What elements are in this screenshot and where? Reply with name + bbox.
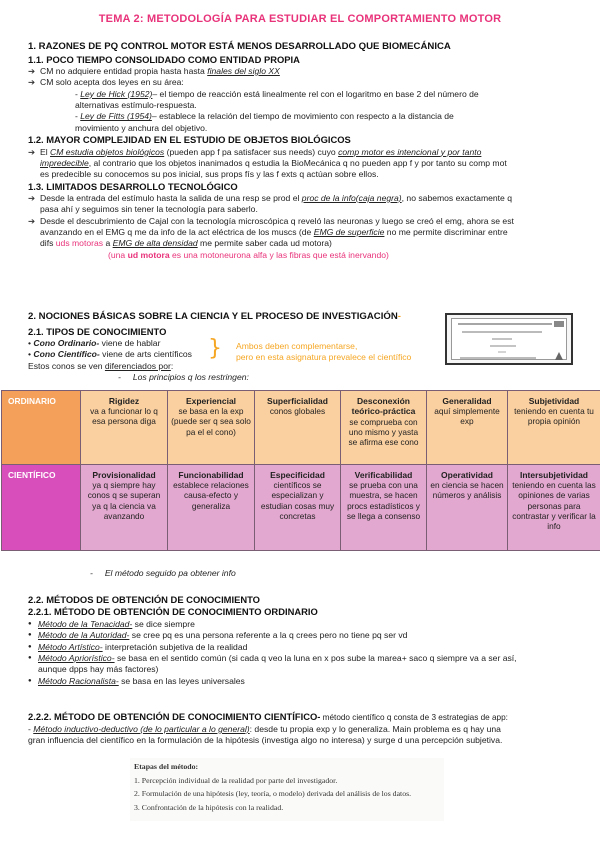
table-cell: Subjetividad teniendo en cuenta tu propia opinión	[508, 391, 600, 465]
list-item: ● Método Apriorístico- se basa en el sentido común (si cada q veo la luna en x pos sube la marea+ saco q siempre va a ser así,	[28, 653, 594, 664]
table-cell: Rigidez va a funcionar lo q esa persona diga	[81, 391, 168, 465]
arrow-right-icon: ➔	[28, 215, 36, 226]
diagram-thumbnail	[445, 313, 573, 365]
brace-note: Ambos deben complementarse, pero en esta asignatura prevalece el científico	[236, 341, 412, 363]
arrow-right-icon: ➔	[28, 66, 36, 77]
table-cell: Generalidad aquí simplemente exp	[427, 391, 508, 465]
list-item: ● Método Racionalista- se basa en las leyes universales	[28, 676, 594, 687]
table-cell: Funcionabilidad establece relaciones causa-efecto y generaliza	[168, 465, 255, 551]
list-item: ● Método de la Autoridad- se cree pq es una persona referente a la q crees pero no tiene pq ser vd	[28, 630, 594, 641]
section-2-2-2-heading: 2.2.2. MÉTODO DE OBTENCIÓN DE CONOCIMIENTO CIENTÍFICO- método científico q consta de 3 estrategias de app:	[28, 711, 508, 722]
s11-line-3: - Ley de Hick (1952)– el tiempo de reacción está linealmente rel con el logaritmo en base 2 del número de	[75, 88, 479, 99]
scan-item: 1. Percepción individual de la realidad por parte del investigador.	[134, 775, 338, 785]
s13-line-3: ➔ Desde el descubrimiento de Cajal con la tecnología microscópica q reveló las neuronas y luego se creó el emg, ahora se est	[28, 215, 514, 226]
section-2-1-heading: 2.1. TIPOS DE CONOCIMIENTO	[28, 325, 167, 337]
s11-line-6: movimiento y anchura del objetivo.	[75, 122, 208, 133]
table-row-cientifico	[2, 465, 600, 551]
section-1-2-heading: 1.2. MAYOR COMPLEJIDAD EN EL ESTUDIO DE OBJETOS BIOLÓGICOS	[28, 134, 351, 146]
section-1-1-heading: 1.1. POCO TIEMPO CONSOLIDADO COMO ENTIDAD PROPIA	[28, 53, 300, 65]
table-cell: Operatividad en ciencia se hacen números y análisis	[427, 465, 508, 551]
s11-line-5: - Ley de Fitts (1954)– establece la relación del tiempo de movimiento con respecto a la distancia de	[75, 111, 454, 122]
s13-line-4: avanzando en el EMG q me da info de la act eléctrica de los muscs (de EMG de superficie no me permite discriminar entre	[40, 227, 508, 237]
section-2-2-2	[28, 711, 594, 747]
s11-line-2: ➔ CM solo acepta dos leyes en su área:	[28, 77, 184, 88]
arrow-right-icon: ➔	[28, 146, 36, 157]
s222-line-1: - Método inductivo-deductivo (de lo particular a lo general): desde tu propia exp y lo generaliza. Main problema es q hay una	[28, 723, 501, 734]
s13-line-2: pasa ahí y seguimos sin tener la tecnología para saberlo.	[40, 204, 258, 215]
scan-item: 3. Confrontación de la hipótesis con la realidad.	[134, 802, 284, 812]
cono-ordinario-line: • Cono Ordinario- viene de hablar	[28, 338, 161, 349]
metodo-seguido-line: - El método seguido pa obtener info	[90, 568, 236, 578]
scanned-excerpt	[130, 758, 444, 821]
diagram-thumbnail-icon	[452, 319, 570, 363]
table-cell: Experiencial se basa en la exp (puede ser q sea solo pa el el cono)	[168, 391, 255, 465]
row-label-ordinario: ORDINARIO	[2, 391, 81, 465]
arrow-right-icon: ➔	[28, 192, 36, 203]
table-cell: Superficialidad conos globales	[255, 391, 341, 465]
s11-line-1: ➔ CM no adquiere entidad propia hasta hasta finales del siglo XX	[28, 66, 280, 77]
ordinary-methods-list	[28, 619, 594, 687]
table-row-ordinario	[2, 391, 600, 465]
s11-line-4: alternativas estímulo-respuesta.	[75, 100, 197, 111]
section-1-heading: 1. RAZONES DE PQ CONTROL MOTOR ESTÁ MENOS DESARROLLADO QUE BIOMECÁNICA	[28, 41, 451, 52]
section-2-2	[28, 594, 594, 687]
list-item-continuation: aunque dpps hay más factores)	[38, 664, 159, 675]
diferenciados-line: Estos conos se ven diferenciados por:	[28, 360, 174, 371]
s12-line-2: impredecible, al contrario que los objetos inanimados q estudia la BioMecánica q no pueden app f y por tanto su comp mot	[40, 157, 507, 168]
scan-item: 2. Formulación de una hipótesis (ley, teoría, o modelo) derivada del análisis de los datos.	[134, 789, 412, 799]
s13-line-1: ➔ Desde la entrada del estímulo hasta la salida de una resp se prod el proc de la info(caja negra), no sabemos exactamente q	[28, 192, 512, 203]
s12-line-1: ➔ El CM estudia objetos biológicos (pueden app f pa satisfacer sus needs) cuyo comp motor es intencional y por tanto	[28, 146, 482, 157]
row-label-cientifico: CIENTÍFICO	[2, 465, 81, 551]
section-1-3-heading: 1.3. LIMITADOS DESARROLLO TECNOLÓGICO	[28, 180, 238, 192]
table-cell: Verificabilidad se prueba con una muestra, se hacen procs estadísticos y se llega a consenso	[341, 465, 427, 551]
table-cell: Especificidad científicos se especializan y estudian cosas muy concretas	[255, 465, 341, 551]
arrow-right-icon: ➔	[28, 77, 36, 88]
s12-line-3: es predecible su conocemos su pos inicial, sus props fís y las f exts q actúan sobre ellos.	[40, 169, 379, 180]
cono-cientifico-line: • Cono Científico- viene de arts científicos	[28, 349, 192, 360]
table-cell: Provisionalidad ya q siempre hay conos q se superan ya q la ciencia va avanzando	[81, 465, 168, 551]
page-title: TEMA 2: METODOLOGÍA PARA ESTUDIAR EL COMPORTAMIENTO MOTOR	[98, 13, 502, 25]
curly-brace-icon: }	[208, 336, 222, 361]
scan-title: Etapas del método:	[134, 762, 199, 771]
section-2-2-1-heading: 2.2.1. MÉTODO DE OBTENCIÓN DE CONOCIMIENTO ORDINARIO	[28, 606, 318, 618]
s13-line-6: (una ud motora es una motoneurona alfa y las fibras que está inervando)	[108, 249, 389, 260]
table-cell: Intersubjetividad teniendo en cuenta las opiniones de varias personas para contrastar y verificar la info	[508, 465, 600, 551]
principios-line: - Los principios q los restringen:	[118, 372, 249, 383]
section-1	[28, 41, 594, 261]
knowledge-comparison-table	[1, 390, 600, 551]
list-item: ● Método Artístico- interpretación subjetiva de la realidad	[28, 642, 594, 653]
s222-line-2: gran influencia del científico en la formulación de la hipótesis (investiga algo no interesa) y surge d una percepción subjetiva.	[28, 735, 503, 746]
list-item: ● Método de la Tenacidad- se dice siempre	[28, 619, 594, 630]
table-cell: Desconexión teórico-práctica se comprueba con uno mismo y yasta se afirma ese cono	[341, 391, 427, 465]
section-2-2-heading: 2.2. MÉTODOS DE OBTENCIÓN DE CONOCIMIENTO	[28, 594, 260, 605]
section-2-heading: 2. NOCIONES BÁSICAS SOBRE LA CIENCIA Y EL PROCESO DE INVESTIGACIÓN-	[28, 311, 401, 322]
s13-line-5: difs uds motoras a EMG de alta densidad me permite saber cada ud motora)	[40, 238, 332, 249]
